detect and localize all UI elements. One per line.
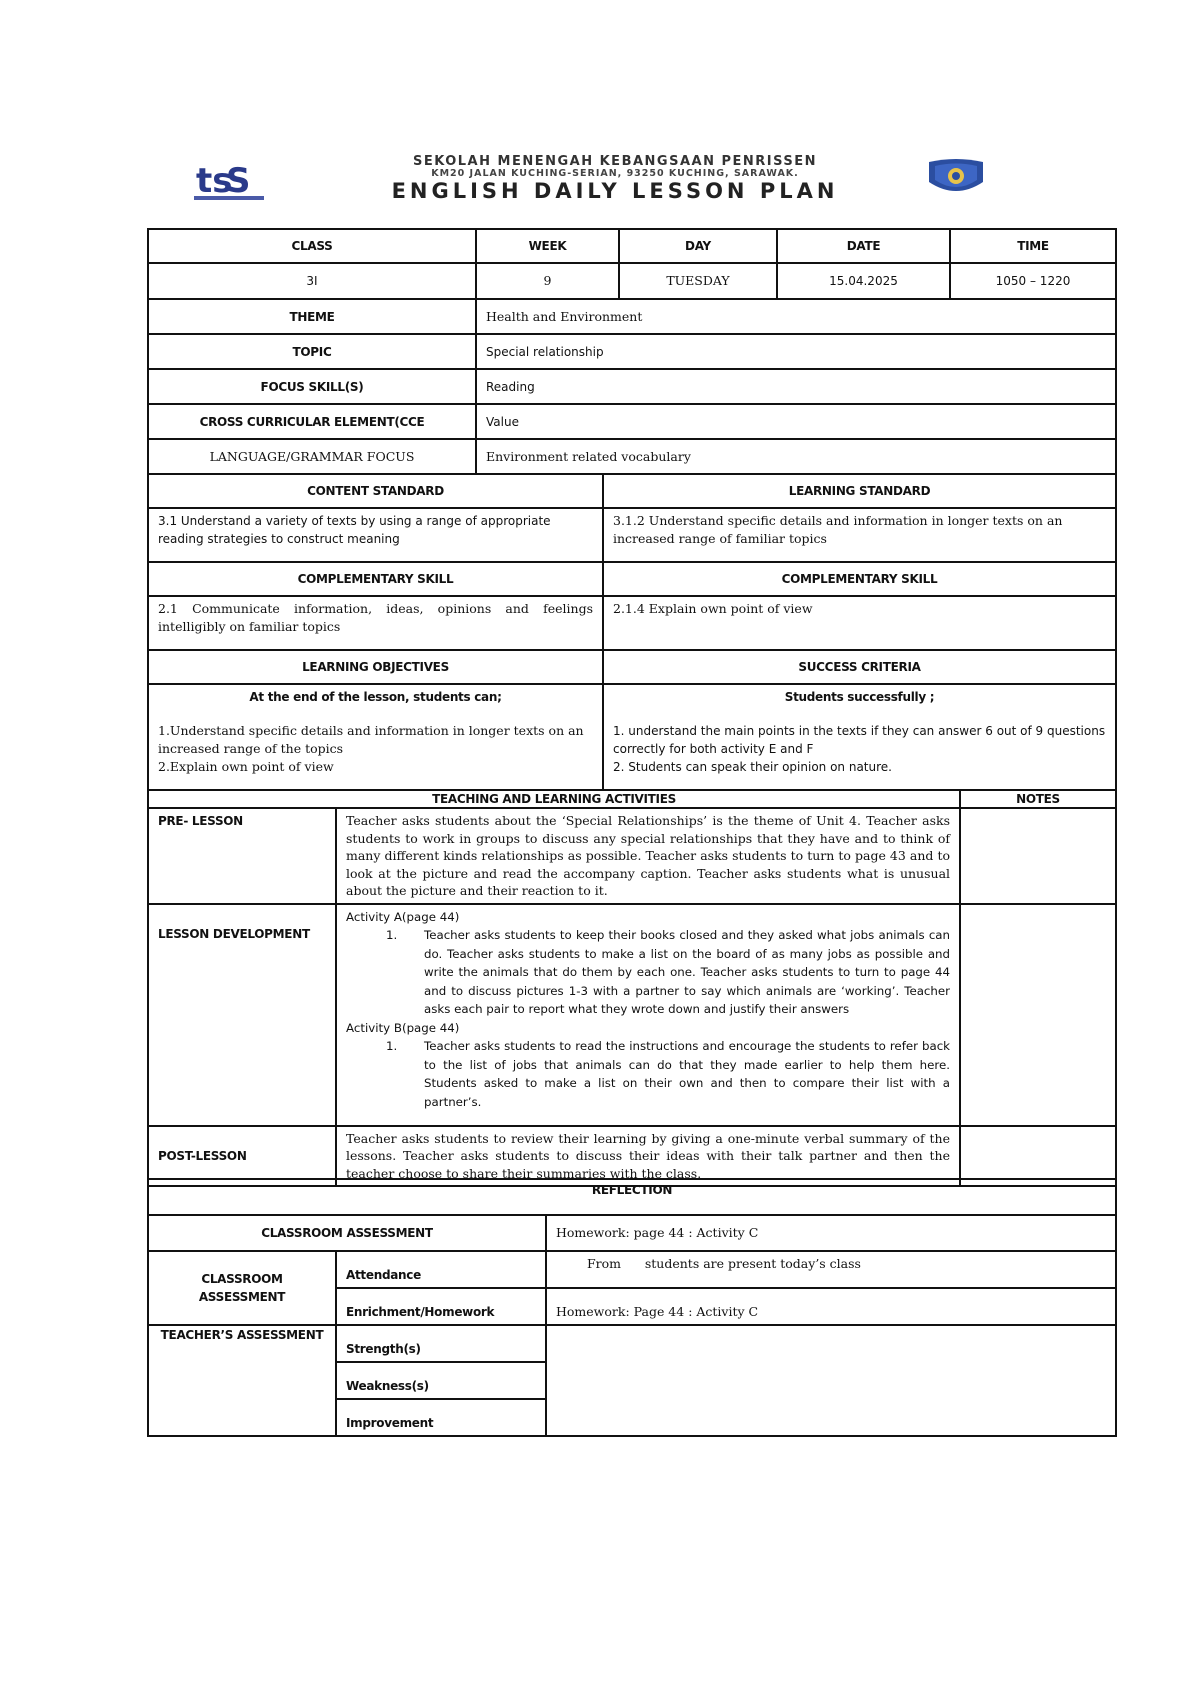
grammar-focus-value: Environment related vocabulary [476, 439, 1116, 474]
strength-label: Strength(s) [336, 1325, 546, 1362]
complementary-skill-label-left: COMPLEMENTARY SKILL [148, 562, 603, 596]
post-lesson-label: POST-LESSON [148, 1126, 336, 1187]
info-table [147, 228, 1117, 475]
classroom-assessment-side-label: CLASSROOM ASSESSMENT [148, 1251, 336, 1325]
header-class: CLASS [148, 229, 476, 263]
header-time: TIME [950, 229, 1116, 263]
content-standard-text: 3.1 Understand a variety of texts by using a range of appropriate reading strategies to construct meaning [148, 508, 603, 562]
activity-b-title: Activity B(page 44) [346, 1020, 460, 1035]
criteria-intro: Students successfully ; [784, 690, 935, 704]
value-class: 3I [148, 263, 476, 299]
activities-heading: TEACHING AND LEARNING ACTIVITIES [148, 790, 960, 808]
activity-a-number: 1. [386, 928, 398, 942]
success-criteria-label: SUCCESS CRITERIA [603, 650, 1116, 684]
learning-standard-text: 3.1.2 Understand specific details and information in longer texts on an increased range of familiar topics [603, 508, 1116, 562]
activity-b-item [386, 1037, 950, 1111]
pre-lesson-text: Teacher asks students about the ‘Special Relationships’ is the theme of Unit 4. Teacher asks students to work in groups to discuss any special relationships that they have and to think of many different kinds relationships as possible. Teacher asks students to turn to page 43 and to look at the picture and read the accompany caption. Teacher asks students what is unusual about the picture and their reaction to it. [336, 808, 960, 904]
complementary-skill-right-text: 2.1.4 Explain own point of view [603, 596, 1116, 650]
classroom-assessment-label: CLASSROOM ASSESSMENT [148, 1215, 546, 1251]
focus-skill-label: FOCUS SKILL(S) [148, 369, 476, 404]
pre-lesson-label: PRE- LESSON [148, 808, 336, 904]
post-lesson-text: Teacher asks students to review their learning by giving a one-minute verbal summary of the lessons. Teacher asks students to discuss their ideas with their talk partner and then the teacher choose to share their summaries with the class. [336, 1126, 960, 1187]
topic-value: Special relationship [476, 334, 1116, 369]
theme-label: THEME [148, 299, 476, 334]
topic-label: TOPIC [148, 334, 476, 369]
attendance-value: From students are present today’s class [546, 1251, 1116, 1288]
learning-objectives-cell [148, 684, 603, 790]
header-day: DAY [619, 229, 777, 263]
letterhead [190, 150, 990, 210]
classroom-assessment-value: Homework: page 44 : Activity C [546, 1215, 1116, 1251]
reflection-table [147, 1178, 1117, 1437]
activity-a-title: Activity A(page 44) [346, 909, 460, 924]
header-week: WEEK [476, 229, 619, 263]
objective-item-2: 2.Explain own point of view [158, 759, 334, 774]
value-day: TUESDAY [619, 263, 777, 299]
value-week: 9 [476, 263, 619, 299]
content-standard-label: CONTENT STANDARD [148, 474, 603, 508]
teachers-assessment-notes [546, 1325, 1116, 1436]
activities-table [147, 789, 1117, 1187]
objective-item-1: 1.Understand specific details and information in longer texts on an increased range of the topics [158, 723, 584, 756]
activity-a-item [386, 926, 950, 1019]
lesson-development-notes [960, 904, 1116, 1126]
activity-b-number: 1. [386, 1039, 398, 1053]
attendance-label: Attendance [336, 1251, 546, 1288]
enrichment-value: Homework: Page 44 : Activity C [546, 1288, 1116, 1325]
cce-label: CROSS CURRICULAR ELEMENT(CCE [148, 404, 476, 439]
notes-label: NOTES [960, 790, 1116, 808]
objectives-intro: At the end of the lesson, students can; [249, 690, 502, 704]
teachers-assessment-label: TEACHER’S ASSESSMENT [148, 1325, 336, 1436]
grammar-focus-label: LANGUAGE/GRAMMAR FOCUS [148, 439, 476, 474]
weakness-label: Weakness(s) [336, 1362, 546, 1399]
standards-table [147, 473, 1117, 791]
pre-lesson-notes [960, 808, 1116, 904]
success-criteria-cell [603, 684, 1116, 790]
activity-a-text: Teacher asks students to keep their books closed and they asked what jobs animals can do. Teacher asks students to make a list on the board of as many jobs as possible and write the animals that do them by each one. Teacher asks students to turn to page 44 and to discuss pictures 1-3 with a partner to say which animals are ‘working’. Teacher asks each pair to report what they wrote down and justify their answers [424, 928, 951, 1016]
svg-text:S: S [226, 161, 251, 201]
cce-value: Value [476, 404, 1116, 439]
school-crest-icon [925, 158, 987, 198]
criteria-item-1: 1. understand the main points in the texts if they can answer 6 out of 9 questions correctly for both activity E and F [613, 724, 1106, 756]
value-date: 15.04.2025 [777, 263, 950, 299]
improvement-label: Improvement [336, 1399, 546, 1436]
focus-skill-value: Reading [476, 369, 1116, 404]
post-lesson-notes [960, 1126, 1116, 1187]
reflection-heading: REFLECTION [148, 1179, 1116, 1215]
school-logo-left [190, 158, 268, 202]
theme-value: Health and Environment [476, 299, 1116, 334]
criteria-item-2: 2. Students can speak their opinion on nature. [613, 760, 892, 774]
activity-b-text: Teacher asks students to read the instructions and encourage the students to refer back to the list of jobs that animals can do that they made earlier to help them here. Students asked to make a list on their own and then to compare their list with a partner’s. [424, 1039, 951, 1109]
learning-objectives-label: LEARNING OBJECTIVES [148, 650, 603, 684]
complementary-skill-left-text: 2.1 Communicate information, ideas, opinions and feelings intelligibly on familiar topics [148, 596, 603, 650]
school-name: SEKOLAH MENENGAH KEBANGSAAN PENRISSEN [412, 154, 818, 169]
lesson-development-label: LESSON DEVELOPMENT [148, 904, 336, 1126]
value-time: 1050 – 1220 [950, 263, 1116, 299]
school-address: KM20 JALAN KUCHING-SERIAN, 93250 KUCHING, SARAWAK. [431, 168, 799, 179]
header-date: DATE [777, 229, 950, 263]
enrichment-label: Enrichment/Homework [336, 1288, 546, 1325]
svg-text:ts: ts [196, 161, 233, 201]
learning-standard-label: LEARNING STANDARD [603, 474, 1116, 508]
lesson-development-cell [336, 904, 960, 1126]
plan-title: ENGLISH DAILY LESSON PLAN [391, 179, 839, 203]
complementary-skill-label-right: COMPLEMENTARY SKILL [603, 562, 1116, 596]
